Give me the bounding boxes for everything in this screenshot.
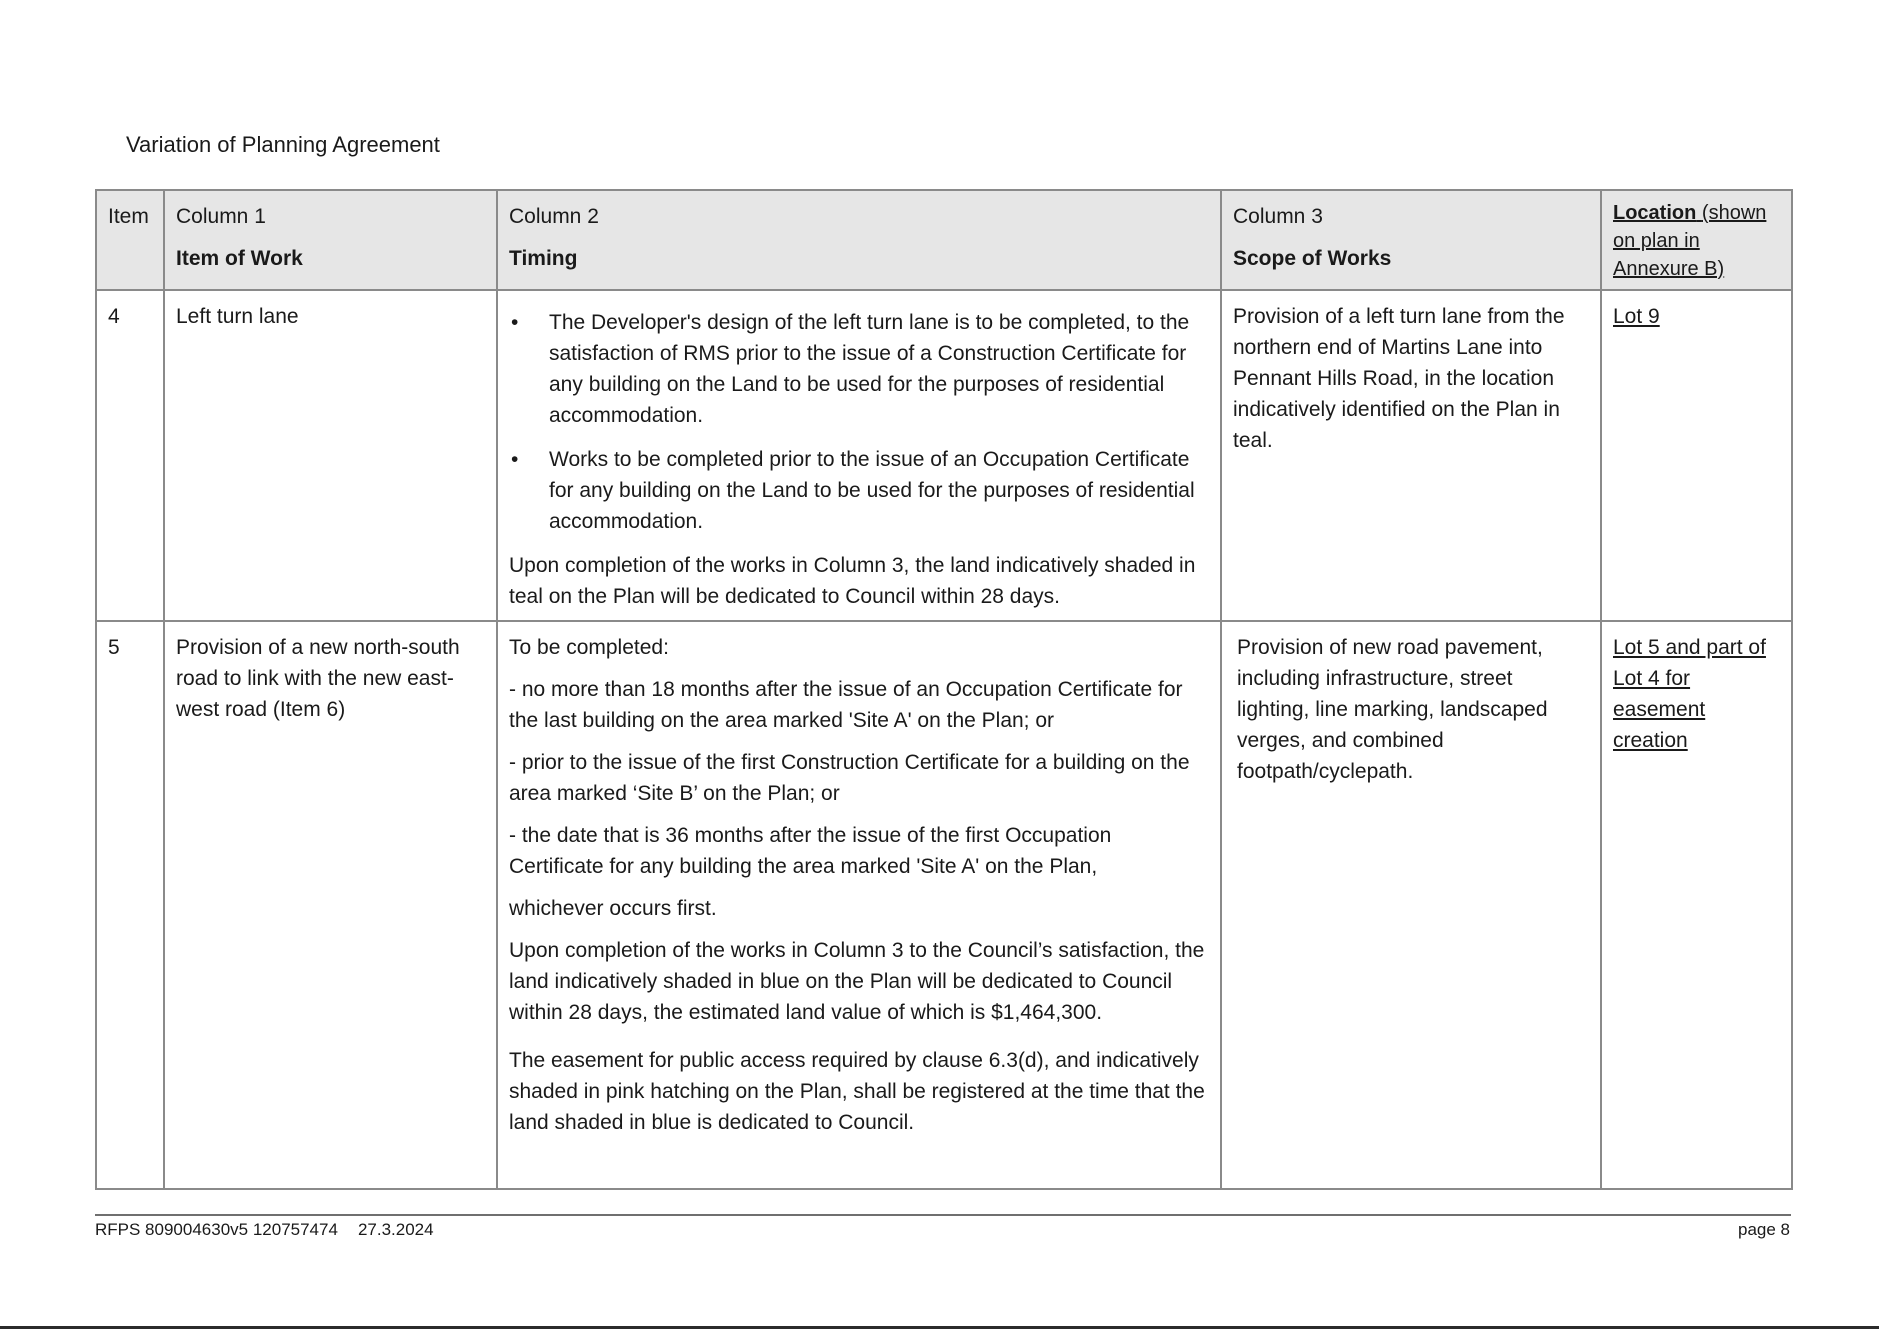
header-column-3-title: Scope of Works: [1233, 247, 1392, 270]
cell-timing: [497, 290, 1221, 621]
header-item-label: Item: [108, 205, 149, 228]
table-header: [96, 190, 1792, 290]
header-location: [1601, 190, 1792, 290]
footer-date: 27.3.2024: [357, 1220, 434, 1239]
cell-item: 4: [96, 290, 164, 621]
list-item: • The Developer's design of the left turn lane is to be completed, to the satisfaction of RMS prior to the issue of a Construction Certificate for any building on the Land to be used for the purposes of residential accommodation.: [509, 307, 1209, 431]
header-location-title: Location: [1613, 202, 1697, 224]
footer-divider: [95, 1214, 1791, 1216]
header-column-1-label: Column 1: [176, 205, 266, 228]
works-schedule-table: [95, 189, 1793, 1190]
table-row: [96, 621, 1792, 1189]
header-column-3-label: Column 3: [1233, 205, 1323, 228]
header-column-3: [1221, 190, 1601, 290]
footer-page-number: page 8: [1738, 1220, 1790, 1239]
location-text: Lot 9: [1613, 305, 1660, 328]
timing-bullet-list: [509, 307, 1209, 537]
list-item: • Works to be completed prior to the issue of an Occupation Certificate for any building on the Land to be used for the purposes of residential accommodation.: [509, 444, 1209, 537]
header-column-1-title: Item of Work: [176, 247, 303, 270]
cell-item-of-work: Left turn lane: [164, 290, 497, 621]
cell-scope: Provision of new road pavement, including infrastructure, street lighting, line marking, landscaped verges, and combined footpath/cyclepath.: [1221, 621, 1601, 1189]
cell-timing: [497, 621, 1221, 1189]
footer-doc-info: [95, 1220, 434, 1240]
header-location-note: (shown on plan in Annexure B): [1613, 202, 1767, 280]
header-column-1: [164, 190, 497, 290]
header-column-2-label: Column 2: [509, 205, 599, 228]
table-body: [96, 290, 1792, 1189]
timing-paragraph: whichever occurs first.: [509, 897, 717, 920]
header-column-2: [497, 190, 1221, 290]
page-header-title: Variation of Planning Agreement: [126, 132, 440, 157]
timing-paragraph: The easement for public access required by clause 6.3(d), and indicatively shaded in pink hatching on the Plan, shall be registered at the time that the land shaded in blue is dedicated to Council.: [509, 1049, 1205, 1134]
header-item: [96, 190, 164, 290]
timing-paragraph: - no more than 18 months after the issue of an Occupation Certificate for the last building on the area marked 'Site A' on the Plan; or: [509, 678, 1183, 732]
table-row: [96, 290, 1792, 621]
footer-doc-ref: RFPS 809004630v5 120757474: [95, 1220, 338, 1239]
timing-paragraph: - prior to the issue of the first Construction Certificate for a building on the area marked ‘Site B’ on the Plan; or: [509, 751, 1190, 805]
timing-paragraph: Upon completion of the works in Column 3, the land indicatively shaded in teal on the Plan will be dedicated to Council within 28 days.: [509, 554, 1196, 608]
cell-location: [1601, 290, 1792, 621]
timing-paragraph: To be completed:: [509, 636, 669, 659]
header-column-2-title: Timing: [509, 247, 578, 270]
table-header-row: [96, 190, 1792, 290]
cell-scope: Provision of a left turn lane from the northern end of Martins Lane into Pennant Hills Road, in the location indicatively identified on the Plan in teal.: [1221, 290, 1601, 621]
timing-paragraph: Upon completion of the works in Column 3 to the Council’s satisfaction, the land indicatively shaded in blue on the Plan will be dedicated to Council within 28 days, the estimated land value of which is $1,464,300.: [509, 939, 1205, 1024]
header-location-text: [1613, 199, 1780, 283]
cell-location: [1601, 621, 1792, 1189]
cell-item: 5: [96, 621, 164, 1189]
cell-item-of-work: Provision of a new north-south road to link with the new east-west road (Item 6): [164, 621, 497, 1189]
timing-paragraph: - the date that is 36 months after the issue of the first Occupation Certificate for any building the area marked 'Site A' on the Plan,: [509, 824, 1112, 878]
location-text: Lot 5 and part of Lot 4 for easement creation: [1613, 636, 1766, 752]
